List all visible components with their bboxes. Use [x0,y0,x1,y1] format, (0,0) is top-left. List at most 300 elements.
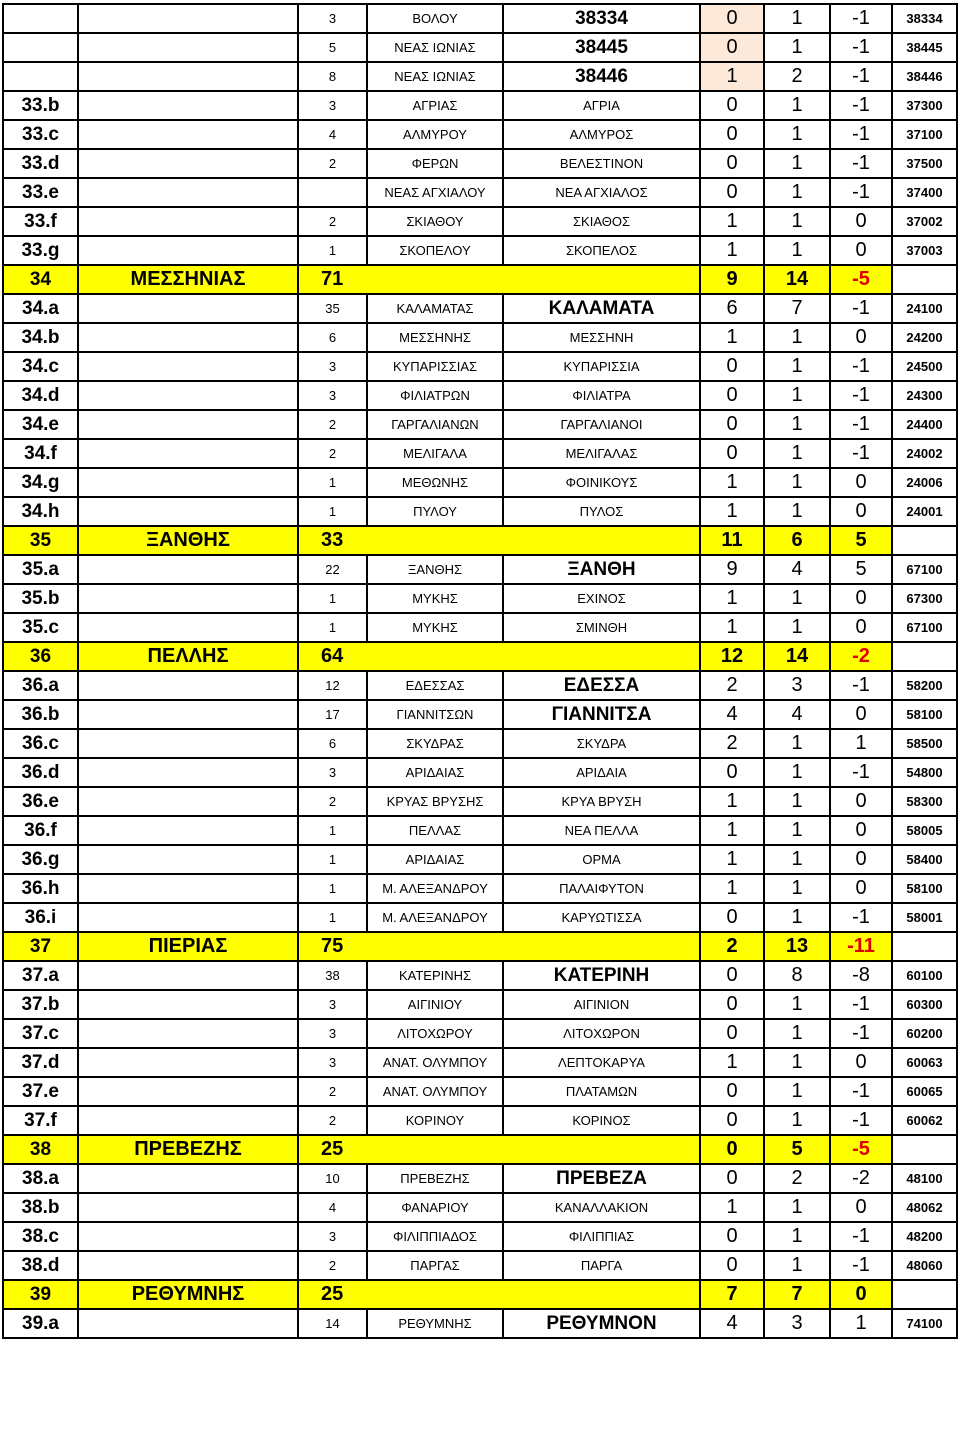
cell-district: ΜΕΣΣΗΝΗΣ [367,323,503,352]
cell-value-c: -1 [830,120,892,149]
cell-value-b: 1 [764,758,830,787]
cell-prefecture-name [78,323,298,352]
cell-value-c: -1 [830,1106,892,1135]
cell-value-a: 1 [700,816,764,845]
cell-district: Μ. ΑΛΕΞΑΝΔΡΟΥ [367,874,503,903]
cell-district: ΑΡΙΔΑΙΑΣ [367,758,503,787]
cell-prefecture-name: ΡΕΘΥΜΝΗΣ [78,1280,298,1309]
cell-code: 34.g [3,468,78,497]
cell-district: ΑΙΓΙΝΙΟΥ [367,990,503,1019]
cell-code: 36.i [3,903,78,932]
cell-postal-code [892,1280,957,1309]
cell-count: 2 [298,207,367,236]
cell-postal-code: 37100 [892,120,957,149]
cell-value-b: 1 [764,584,830,613]
cell-count: 2 [298,410,367,439]
cell-value-b: 1 [764,468,830,497]
cell-prefecture-name [78,178,298,207]
cell-value-b: 1 [764,816,830,845]
cell-value-a: 7 [700,1280,764,1309]
cell-prefecture-name [78,207,298,236]
cell-value-b: 1 [764,1251,830,1280]
cell-town: ΦΙΛΙΑΤΡΑ [503,381,700,410]
cell-count: 3 [298,990,367,1019]
cell-code: 37.d [3,1048,78,1077]
cell-postal-code: 58300 [892,787,957,816]
table-row [3,555,957,584]
cell-value-a: 1 [700,468,764,497]
cell-value-c: 0 [830,816,892,845]
cell-town: 38334 [503,4,700,33]
cell-prefecture-name: ΠΡΕΒΕΖΗΣ [78,1135,298,1164]
cell-value-c: 1 [830,1309,892,1338]
cell-value-c: 5 [830,526,892,555]
cell-code: 33.g [3,236,78,265]
cell-town: ΠΑΡΓΑ [503,1251,700,1280]
prefecture-row [3,932,957,961]
cell-value-b: 6 [764,526,830,555]
cell-value-a: 1 [700,1193,764,1222]
cell-town: ΜΕΣΣΗΝΗ [503,323,700,352]
cell-district: ΛΙΤΟΧΩΡΟΥ [367,1019,503,1048]
cell-postal-code: 48060 [892,1251,957,1280]
cell-postal-code [892,1135,957,1164]
cell-value-a: 0 [700,1106,764,1135]
cell-value-c: -1 [830,410,892,439]
cell-count: 2 [298,787,367,816]
cell-count: 3 [298,758,367,787]
cell-code: 33.e [3,178,78,207]
cell-postal-code: 37400 [892,178,957,207]
cell-count: 64 [298,642,700,671]
cell-district: ΠΕΛΛΑΣ [367,816,503,845]
cell-code: 38.a [3,1164,78,1193]
cell-code: 39.a [3,1309,78,1338]
cell-town: ΝΕΑ ΑΓΧΙΑΛΟΣ [503,178,700,207]
table-row [3,33,957,62]
cell-postal-code: 58100 [892,700,957,729]
cell-value-c: -1 [830,62,892,91]
cell-value-c: -1 [830,1251,892,1280]
cell-town: ΞΑΝΘΗ [503,555,700,584]
cell-count: 6 [298,323,367,352]
cell-value-c: -1 [830,91,892,120]
cell-value-c: -11 [830,932,892,961]
table-row [3,236,957,265]
cell-value-b: 14 [764,265,830,294]
cell-postal-code [892,642,957,671]
table-row [3,1309,957,1338]
cell-postal-code: 24400 [892,410,957,439]
cell-code: 37.e [3,1077,78,1106]
cell-count [298,178,367,207]
cell-prefecture-name: ΜΕΣΣΗΝΙΑΣ [78,265,298,294]
cell-count: 4 [298,120,367,149]
table-row [3,990,957,1019]
cell-count: 25 [298,1135,700,1164]
cell-town: ΓΑΡΓΑΛΙΑΝΟΙ [503,410,700,439]
cell-value-b: 1 [764,236,830,265]
cell-town: ΣΚΟΠΕΛΟΣ [503,236,700,265]
cell-postal-code: 58500 [892,729,957,758]
cell-value-c: 0 [830,584,892,613]
cell-prefecture-name: ΠΙΕΡΙΑΣ [78,932,298,961]
cell-value-a: 2 [700,671,764,700]
cell-town: 38446 [503,62,700,91]
cell-town: ΕΔΕΣΣΑ [503,671,700,700]
cell-value-a: 1 [700,323,764,352]
cell-value-a: 0 [700,903,764,932]
cell-postal-code: 38445 [892,33,957,62]
cell-postal-code: 24200 [892,323,957,352]
cell-value-a: 2 [700,932,764,961]
cell-code: 33.f [3,207,78,236]
cell-code: 36.a [3,671,78,700]
cell-value-a: 0 [700,758,764,787]
cell-value-c: 0 [830,613,892,642]
cell-value-a: 1 [700,207,764,236]
cell-value-a: 0 [700,439,764,468]
cell-town: ΚΑΛΑΜΑΤΑ [503,294,700,323]
cell-town: ΑΡΙΔΑΙΑ [503,758,700,787]
table-row [3,816,957,845]
table-row [3,1077,957,1106]
cell-value-a: 0 [700,1135,764,1164]
cell-postal-code: 74100 [892,1309,957,1338]
cell-value-a: 0 [700,120,764,149]
cell-postal-code: 54800 [892,758,957,787]
cell-prefecture-name [78,1222,298,1251]
cell-town: ΦΟΙΝΙΚΟΥΣ [503,468,700,497]
cell-prefecture-name [78,352,298,381]
table-row [3,1193,957,1222]
cell-code: 36.h [3,874,78,903]
table-row [3,120,957,149]
cell-value-c: -1 [830,1222,892,1251]
cell-code: 34.d [3,381,78,410]
cell-postal-code [892,526,957,555]
cell-town: ΛΕΠΤΟΚΑΡΥΑ [503,1048,700,1077]
cell-value-b: 1 [764,1048,830,1077]
cell-code: 37.c [3,1019,78,1048]
cell-prefecture-name [78,903,298,932]
cell-value-a: 1 [700,584,764,613]
cell-value-c: -5 [830,1135,892,1164]
cell-district: ΑΝΑΤ. ΟΛΥΜΠΟΥ [367,1048,503,1077]
cell-postal-code: 24001 [892,497,957,526]
cell-postal-code: 24100 [892,294,957,323]
cell-count: 2 [298,439,367,468]
cell-value-c: -1 [830,4,892,33]
cell-district: ΑΓΡΙΑΣ [367,91,503,120]
cell-prefecture-name [78,1019,298,1048]
cell-code: 36.e [3,787,78,816]
cell-value-b: 1 [764,874,830,903]
cell-value-b: 14 [764,642,830,671]
cell-code: 34 [3,265,78,294]
cell-prefecture-name [78,845,298,874]
cell-value-c: 0 [830,845,892,874]
cell-postal-code: 67100 [892,613,957,642]
cell-postal-code: 38446 [892,62,957,91]
cell-count: 1 [298,613,367,642]
data-table [2,3,958,1339]
cell-town: ΣΚΥΔΡΑ [503,729,700,758]
cell-code: 38 [3,1135,78,1164]
cell-district: ΣΚΙΑΘΟΥ [367,207,503,236]
cell-prefecture-name [78,381,298,410]
cell-count: 2 [298,1251,367,1280]
cell-prefecture-name [78,120,298,149]
cell-count: 14 [298,1309,367,1338]
cell-value-c: -1 [830,381,892,410]
cell-value-a: 11 [700,526,764,555]
cell-value-c: -1 [830,1019,892,1048]
cell-postal-code: 37003 [892,236,957,265]
cell-count: 1 [298,903,367,932]
cell-postal-code: 58400 [892,845,957,874]
cell-prefecture-name [78,410,298,439]
cell-value-c: -1 [830,903,892,932]
table-row [3,874,957,903]
cell-town: ΠΛΑΤΑΜΩΝ [503,1077,700,1106]
cell-value-c: -1 [830,294,892,323]
table-row [3,439,957,468]
cell-value-c: 0 [830,787,892,816]
cell-prefecture-name [78,33,298,62]
cell-count: 3 [298,1019,367,1048]
cell-prefecture-name [78,149,298,178]
cell-count: 10 [298,1164,367,1193]
cell-district: ΠΑΡΓΑΣ [367,1251,503,1280]
cell-count: 1 [298,236,367,265]
cell-district: ΑΡΙΔΑΙΑΣ [367,845,503,874]
cell-prefecture-name [78,758,298,787]
prefecture-row [3,1280,957,1309]
cell-count: 5 [298,33,367,62]
table-row [3,961,957,990]
cell-town: 38445 [503,33,700,62]
cell-postal-code: 60100 [892,961,957,990]
cell-value-b: 8 [764,961,830,990]
cell-prefecture-name [78,787,298,816]
cell-value-c: 0 [830,236,892,265]
table-row [3,468,957,497]
cell-code: 36.c [3,729,78,758]
cell-town: ΠΑΛΑΙΦΥΤΟΝ [503,874,700,903]
cell-value-b: 1 [764,990,830,1019]
cell-postal-code: 67300 [892,584,957,613]
cell-town: ΚΟΡΙΝΟΣ [503,1106,700,1135]
cell-value-a: 4 [700,1309,764,1338]
cell-prefecture-name [78,613,298,642]
cell-value-a: 1 [700,787,764,816]
cell-value-b: 1 [764,120,830,149]
cell-town: ΝΕΑ ΠΕΛΛΑ [503,816,700,845]
cell-district: ΑΝΑΤ. ΟΛΥΜΠΟΥ [367,1077,503,1106]
cell-postal-code: 37500 [892,149,957,178]
cell-prefecture-name [78,4,298,33]
cell-code: 35.a [3,555,78,584]
cell-value-a: 0 [700,1164,764,1193]
cell-value-b: 1 [764,4,830,33]
cell-prefecture-name [78,700,298,729]
cell-prefecture-name [78,91,298,120]
table-row [3,700,957,729]
cell-value-a: 0 [700,961,764,990]
cell-code: 38.d [3,1251,78,1280]
cell-value-b: 1 [764,91,830,120]
cell-count: 1 [298,816,367,845]
cell-value-a: 0 [700,352,764,381]
cell-count: 3 [298,91,367,120]
cell-code [3,62,78,91]
cell-value-a: 0 [700,990,764,1019]
cell-count: 35 [298,294,367,323]
table-row [3,729,957,758]
cell-value-a: 0 [700,149,764,178]
cell-code: 34.f [3,439,78,468]
cell-code: 34.a [3,294,78,323]
cell-district: ΓΑΡΓΑΛΙΑΝΩΝ [367,410,503,439]
cell-value-b: 1 [764,410,830,439]
cell-town: ΓΙΑΝΝΙΤΣΑ [503,700,700,729]
table-row [3,1106,957,1135]
cell-postal-code: 60200 [892,1019,957,1048]
cell-district: ΝΕΑΣ ΙΩΝΙΑΣ [367,62,503,91]
table-row [3,787,957,816]
cell-value-c: 0 [830,1280,892,1309]
cell-district: ΚΥΠΑΡΙΣΣΙΑΣ [367,352,503,381]
cell-code: 34.e [3,410,78,439]
cell-value-c: -1 [830,178,892,207]
cell-district: ΣΚΥΔΡΑΣ [367,729,503,758]
cell-value-a: 0 [700,33,764,62]
table-row [3,497,957,526]
cell-value-a: 0 [700,1222,764,1251]
cell-count: 17 [298,700,367,729]
cell-town: ΠΡΕΒΕΖΑ [503,1164,700,1193]
cell-value-c: -1 [830,33,892,62]
cell-town: ΚΑΤΕΡΙΝΗ [503,961,700,990]
cell-value-b: 1 [764,33,830,62]
table-row [3,1048,957,1077]
cell-value-c: -1 [830,671,892,700]
cell-code: 36 [3,642,78,671]
cell-postal-code: 60065 [892,1077,957,1106]
cell-count: 1 [298,845,367,874]
cell-district: ΡΕΘΥΜΝΗΣ [367,1309,503,1338]
cell-value-a: 12 [700,642,764,671]
cell-value-b: 13 [764,932,830,961]
cell-prefecture-name [78,671,298,700]
cell-count: 8 [298,62,367,91]
cell-code: 37.b [3,990,78,1019]
cell-code: 36.f [3,816,78,845]
cell-value-b: 1 [764,381,830,410]
cell-postal-code [892,265,957,294]
cell-town: ΜΕΛΙΓΑΛΑΣ [503,439,700,468]
cell-town: ΕΧΙΝΟΣ [503,584,700,613]
cell-code: 37 [3,932,78,961]
cell-value-a: 0 [700,1077,764,1106]
cell-value-b: 1 [764,1193,830,1222]
cell-count: 6 [298,729,367,758]
table-row [3,1222,957,1251]
cell-town: ΣΚΙΑΘΟΣ [503,207,700,236]
cell-district: ΝΕΑΣ ΑΓΧΙΑΛΟΥ [367,178,503,207]
cell-value-b: 1 [764,439,830,468]
cell-value-b: 1 [764,613,830,642]
cell-value-b: 1 [764,178,830,207]
cell-town: ΒΕΛΕΣΤΙΝΟΝ [503,149,700,178]
cell-value-b: 1 [764,352,830,381]
cell-postal-code: 60300 [892,990,957,1019]
cell-value-b: 1 [764,1222,830,1251]
cell-code: 38.c [3,1222,78,1251]
cell-prefecture-name [78,1048,298,1077]
cell-code: 33.b [3,91,78,120]
cell-value-b: 7 [764,294,830,323]
cell-town: ΑΓΡΙΑ [503,91,700,120]
cell-town: ΡΕΘΥΜΝΟΝ [503,1309,700,1338]
cell-count: 12 [298,671,367,700]
cell-count: 3 [298,1048,367,1077]
cell-town: ΑΙΓΙΝΙΟΝ [503,990,700,1019]
cell-value-b: 7 [764,1280,830,1309]
cell-value-a: 0 [700,410,764,439]
cell-value-a: 1 [700,1048,764,1077]
cell-value-c: 0 [830,874,892,903]
cell-count: 2 [298,149,367,178]
cell-town: ΣΜΙΝΘΗ [503,613,700,642]
cell-postal-code: 37300 [892,91,957,120]
cell-town: ΟΡΜΑ [503,845,700,874]
table-row [3,62,957,91]
cell-district: ΝΕΑΣ ΙΩΝΙΑΣ [367,33,503,62]
cell-district: ΜΕΘΩΝΗΣ [367,468,503,497]
cell-prefecture-name [78,990,298,1019]
cell-code: 37.f [3,1106,78,1135]
cell-code: 34.h [3,497,78,526]
cell-postal-code: 58001 [892,903,957,932]
cell-value-b: 1 [764,207,830,236]
cell-district: ΜΥΚΗΣ [367,584,503,613]
cell-town: ΚΑΡΥΩΤΙΣΣΑ [503,903,700,932]
cell-prefecture-name [78,439,298,468]
prefecture-row [3,642,957,671]
cell-value-b: 4 [764,555,830,584]
cell-district: ΣΚΟΠΕΛΟΥ [367,236,503,265]
cell-value-b: 1 [764,845,830,874]
cell-prefecture-name [78,1251,298,1280]
cell-code: 34.c [3,352,78,381]
cell-code: 35.b [3,584,78,613]
cell-prefecture-name [78,584,298,613]
cell-value-a: 0 [700,381,764,410]
cell-town: ΦΙΛΙΠΠΙΑΣ [503,1222,700,1251]
cell-district: ΦΙΛΙΑΤΡΩΝ [367,381,503,410]
cell-postal-code: 48100 [892,1164,957,1193]
table-row [3,758,957,787]
cell-value-c: 0 [830,207,892,236]
cell-postal-code: 38334 [892,4,957,33]
cell-code: 33.d [3,149,78,178]
cell-town: ΛΙΤΟΧΩΡΟΝ [503,1019,700,1048]
cell-district: ΦΙΛΙΠΠΙΑΔΟΣ [367,1222,503,1251]
cell-value-a: 0 [700,1019,764,1048]
cell-prefecture-name [78,236,298,265]
